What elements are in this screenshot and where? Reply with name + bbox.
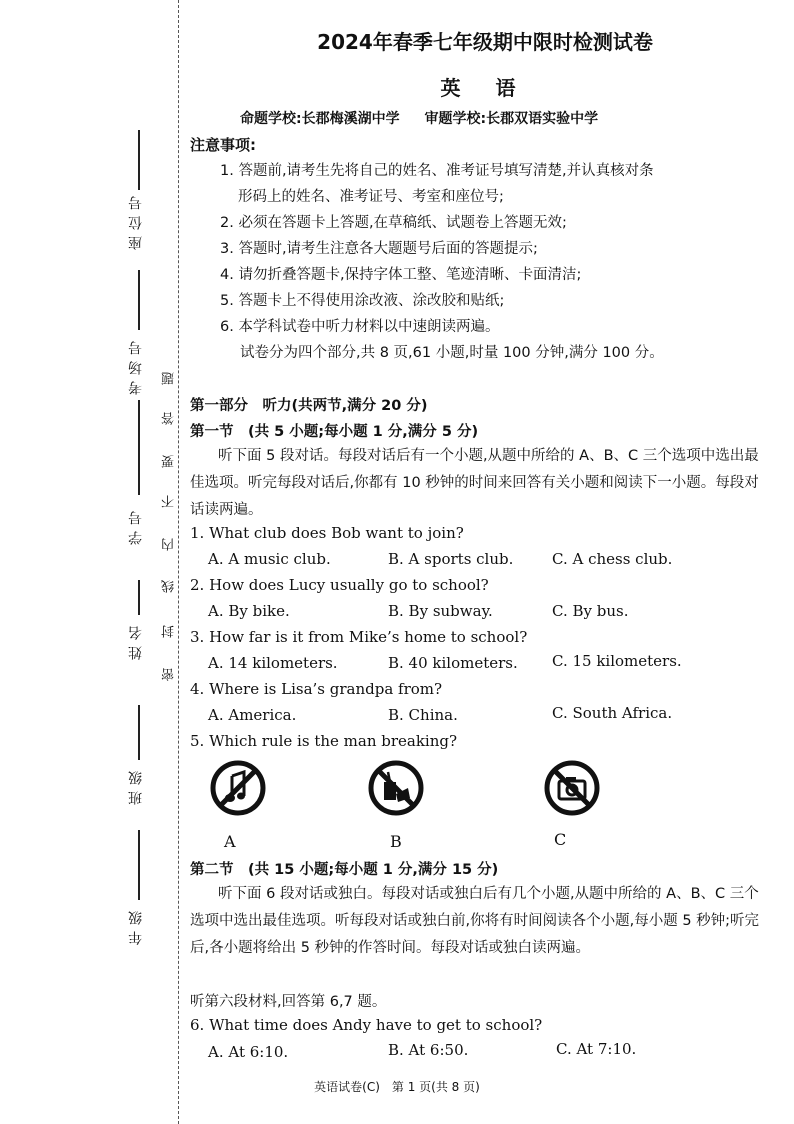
option-b: B. By subway. — [388, 602, 493, 620]
question-stem: 5. Which rule is the man breaking? — [190, 732, 458, 750]
notice-item: 4. 请勿折叠答题卡,保持字体工整、笔迹清晰、卡面清洁; — [220, 267, 582, 283]
notice-item: 2. 必须在答题卡上答题,在草稿纸、试题卷上答题无效; — [220, 215, 567, 231]
name-line — [138, 580, 140, 615]
seal-char: 题 — [162, 372, 177, 385]
class-line — [138, 705, 140, 760]
question-stem: 4. Where is Lisa’s grandpa from? — [190, 680, 443, 698]
seal-char: 封 — [162, 625, 177, 638]
exam-room-label: 考场号 — [128, 335, 144, 395]
question-stem: 6. What time does Andy have to get to school? — [190, 1016, 543, 1034]
section2-instructions: 听下面 6 段对话或独白。每段对话或独白后有几个小题,从题中所给的 A、B、C 三个选项中选出最佳选项。听每段对话或独白前,你将有时间阅读各个小题,每小题 5 秒钟;听完后,各小题将给出 5 秒钟的作答时间。每段对话或独白读两遍。 — [190, 886, 760, 956]
picture-label-c: C — [554, 830, 567, 849]
no-music-icon — [208, 758, 268, 818]
seal-char: 密 — [162, 668, 177, 681]
notice-item: 形码上的姓名、准考证号、考室和座位号; — [238, 189, 504, 205]
option-b: B. At 6:50. — [388, 1041, 469, 1059]
exam-room-line — [138, 270, 140, 330]
notice-heading: 注意事项: — [190, 136, 256, 154]
no-camera-icon — [542, 758, 602, 818]
binding-dashed-line — [178, 0, 180, 1124]
question-stem: 3. How far is it from Mike’s home to school? — [190, 628, 528, 646]
option-a: A. At 6:10. — [208, 1043, 289, 1061]
option-c: C. 15 kilometers. — [552, 652, 682, 670]
material6-note: 听第六段材料,回答第 6,7 题。 — [190, 994, 387, 1010]
notice-item: 1. 答题前,请考生先将自己的姓名、准考证号填写清楚,并认真核对条 — [220, 163, 654, 179]
question-stem: 2. How does Lucy usually go to school? — [190, 576, 489, 594]
option-b: B. 40 kilometers. — [388, 654, 518, 672]
exam-subject: 英 语 — [440, 76, 530, 100]
option-a: A. America. — [208, 706, 297, 724]
option-a: A. By bike. — [208, 602, 290, 620]
option-c: C. At 7:10. — [556, 1040, 637, 1058]
grade-line — [138, 830, 140, 900]
student-number-line — [138, 400, 140, 495]
grade-label: 年级 — [128, 905, 144, 945]
seat-number-label: 座位号 — [128, 190, 144, 250]
exam-title: 2024年春季七年级期中限时检测试卷 — [317, 30, 653, 54]
name-label: 姓名 — [128, 620, 144, 660]
seal-char: 答 — [162, 412, 177, 425]
setter-school: 命题学校:长郡梅溪湖中学 — [240, 111, 400, 127]
notice-item: 试卷分为四个部分,共 8 页,61 小题,时量 100 分钟,满分 100 分。 — [240, 345, 664, 361]
page-footer: 英语试卷(C) 第 1 页(共 8 页) — [314, 1080, 480, 1094]
option-c: C. A chess club. — [552, 550, 673, 568]
seat-number-line — [138, 130, 140, 190]
notice-item: 6. 本学科试卷中听力材料以中速朗读两遍。 — [220, 319, 500, 335]
part1-heading: 第一部分 听力(共两节,满分 20 分) — [190, 398, 428, 414]
notice-item: 5. 答题卡上不得使用涂改液、涂改胶和贴纸; — [220, 293, 505, 309]
reviewer-school: 审题学校:长郡双语实验中学 — [424, 111, 599, 127]
picture-label-b: B — [390, 832, 402, 851]
section2-heading: 第二节 (共 15 小题;每小题 1 分,满分 15 分) — [190, 862, 499, 878]
question-stem: 1. What club does Bob want to join? — [190, 524, 464, 542]
section1-instructions: 听下面 5 段对话。每段对话后有一个小题,从题中所给的 A、B、C 三个选项中选出最佳选项。听完每段对话后,你都有 10 秒钟的时间来回答有关小题和阅读下一小题。每段对话读两遍。 — [190, 448, 759, 518]
seal-char: 要 — [162, 455, 177, 468]
option-b: B. China. — [388, 706, 458, 724]
school-info — [240, 108, 618, 128]
picture-label-a: A — [224, 832, 236, 851]
option-a: A. A music club. — [208, 550, 331, 568]
seal-char: 不 — [162, 495, 177, 508]
section1-heading: 第一节 (共 5 小题;每小题 1 分,满分 5 分) — [190, 424, 479, 440]
notice-item: 3. 答题时,请考生注意各大题题号后面的答题提示; — [220, 241, 538, 257]
no-food-icon — [366, 758, 426, 818]
class-label: 班级 — [128, 765, 144, 805]
option-a: A. 14 kilometers. — [208, 654, 338, 672]
option-b: B. A sports club. — [388, 550, 514, 568]
student-number-label: 学号 — [128, 505, 144, 545]
option-c: C. South Africa. — [552, 704, 673, 722]
option-c: C. By bus. — [552, 602, 629, 620]
seal-char: 线 — [162, 580, 177, 593]
seal-char: 内 — [162, 538, 177, 551]
